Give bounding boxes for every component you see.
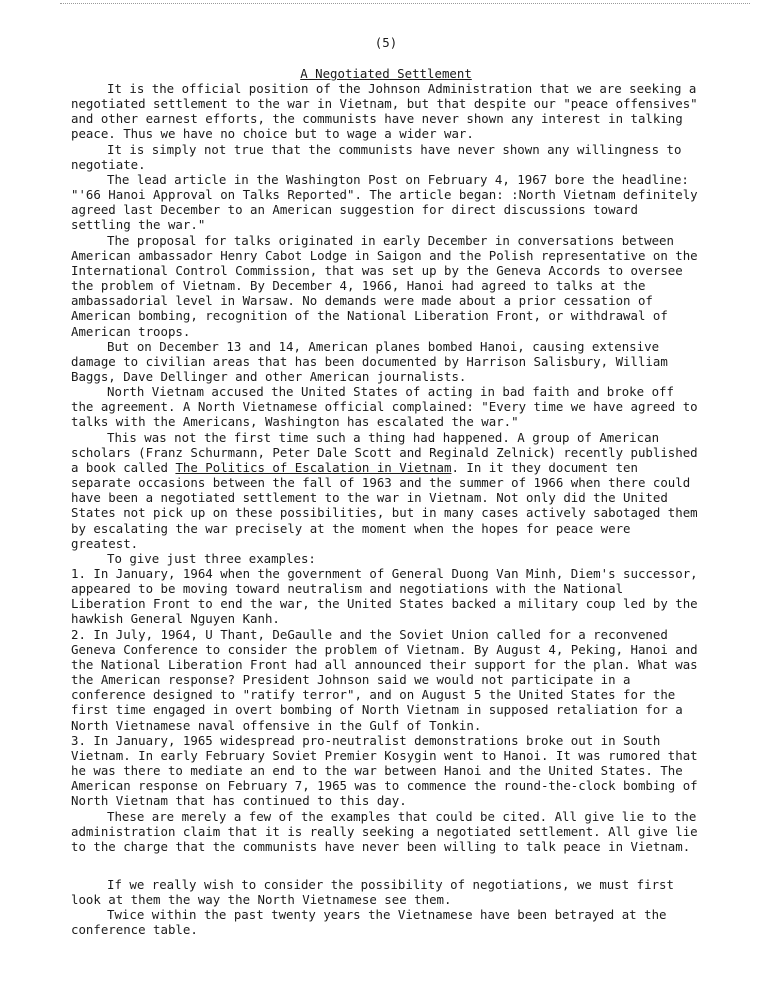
paragraph-consider-negotiations: If we really wish to consider the possibility of negotiations, we must first look at them the way the North Vietnamese see them. — [71, 876, 674, 908]
paragraph-official-position: It is the official position of the Johnson Administration that we are seeking a negotiated settlement to the war in Vietnam, but that despite our "peace offensives" and other earnest efforts, the communists have never shown any interest in talking peace. Thus we have no choice but to wage a wider war. — [71, 81, 698, 142]
paragraph-three-examples: To give just three examples: — [107, 550, 316, 566]
paragraph-proposal-for-talks: The proposal for talks originated in early December in conversations between American ambassador Henry Cabot Lodge in Saigon and the Polish representative on the International Control Commission, that was set up by the Geneva Accords to oversee the problem of Vietnam. By December 4, 1966, Hanoi had agreed to talks at the ambassadorial level in Warsaw. No demands were made about a prior cessation of American bombing, recognition of the National Liberation Front, or withdrawal of American troops. — [71, 232, 698, 339]
example-item-3: 3. In January, 1965 widespread pro-neutralist demonstrations broke out in South Vietnam. In early February Soviet Premier Kosygin went to Hanoi. It was rumored that he was there to mediate an end to the war between Hanoi and the United States. The American response on February 7, 1965 was to commence the round-the-clock bombing of North Vietnam that has continued to this day. — [71, 732, 698, 809]
paragraph-gap — [71, 854, 701, 877]
paragraph-washington-post: The lead article in the Washington Post on February 4, 1967 bore the headline: "'66 Hanoi Approval on Talks Reported". The article began: :North Vietnam definitely agreed last December to an American suggestion for direct discussions toward settling the war." — [71, 171, 698, 233]
book-title: The Politics of Escalation in Vietnam — [175, 459, 452, 475]
scholars-text-end: . In it they document ten separate occasions between the fall of 1963 and the summer of 1966 when there could have been a negotiated settlement to the war in Vietnam. Not only did the United States not pick up on these possibilities, but in many cases actively sabotaged them by escalating the war precisely at the moment when the hopes for peace were greatest. — [71, 459, 698, 551]
document-page — [71, 35, 701, 938]
page-number: (5) — [374, 35, 398, 50]
top-rule — [60, 3, 750, 4]
paragraph-bad-faith: North Vietnam accused the United States of acting in bad faith and broke off the agreement. A North Vietnamese official complained: "Every time we have agreed to talks with the Americans, Washington has escalated the war." — [71, 384, 698, 430]
paragraph-not-true: It is simply not true that the communists have never shown any willingness to negotiate. — [71, 141, 682, 172]
paragraph-bombing-hanoi: But on December 13 and 14, American planes bombed Hanoi, causing extensive damage to civilian areas that has been documented by Harrison Salisbury, William Baggs, Dave Dellinger and other American journalists. — [71, 338, 668, 384]
paragraph-give-lie: These are merely a few of the examples that could be cited. All give lie to the administration claim that it is really seeking a negotiated settlement. All give lie to the charge that the communists have never been willing to talk peace in Vietnam. — [71, 808, 698, 854]
paragraph-scholars — [71, 430, 701, 551]
scholars-text-start: This was not the first time such a thing had happened. A group of American scholars (Franz Schurmann, Peter Dale Scott and Reginald Zelnick) recently published a book called — [71, 429, 698, 475]
paragraph-twice-betrayed: Twice within the past twenty years the Vietnamese have been betrayed at the conference table. — [71, 907, 667, 938]
example-item-1: 1. In January, 1964 when the government of General Duong Van Minh, Diem's successor, appeared to be moving toward neutralism and negotiations with the National Liberation Front to end the war, the United States backed a military coup led by the hawkish General Nguyen Kanh. — [71, 566, 698, 627]
section-title: A Negotiated Settlement — [300, 66, 472, 81]
example-item-2: 2. In July, 1964, U Thant, DeGaulle and the Soviet Union called for a reconvened Geneva Conference to consider the problem of Vietnam. By August 4, Peking, Hanoi and the National Liberation Front had all announced their support for the plan. What was the American response? President Johnson said we would not participate in a conference designed to "ratify terror", and on August 5 the United States for the first time engaged in overt bombing of North Vietnam in supposed retaliation for a North Vietnamese naval offensive in the Gulf of Tonkin. — [71, 626, 698, 733]
